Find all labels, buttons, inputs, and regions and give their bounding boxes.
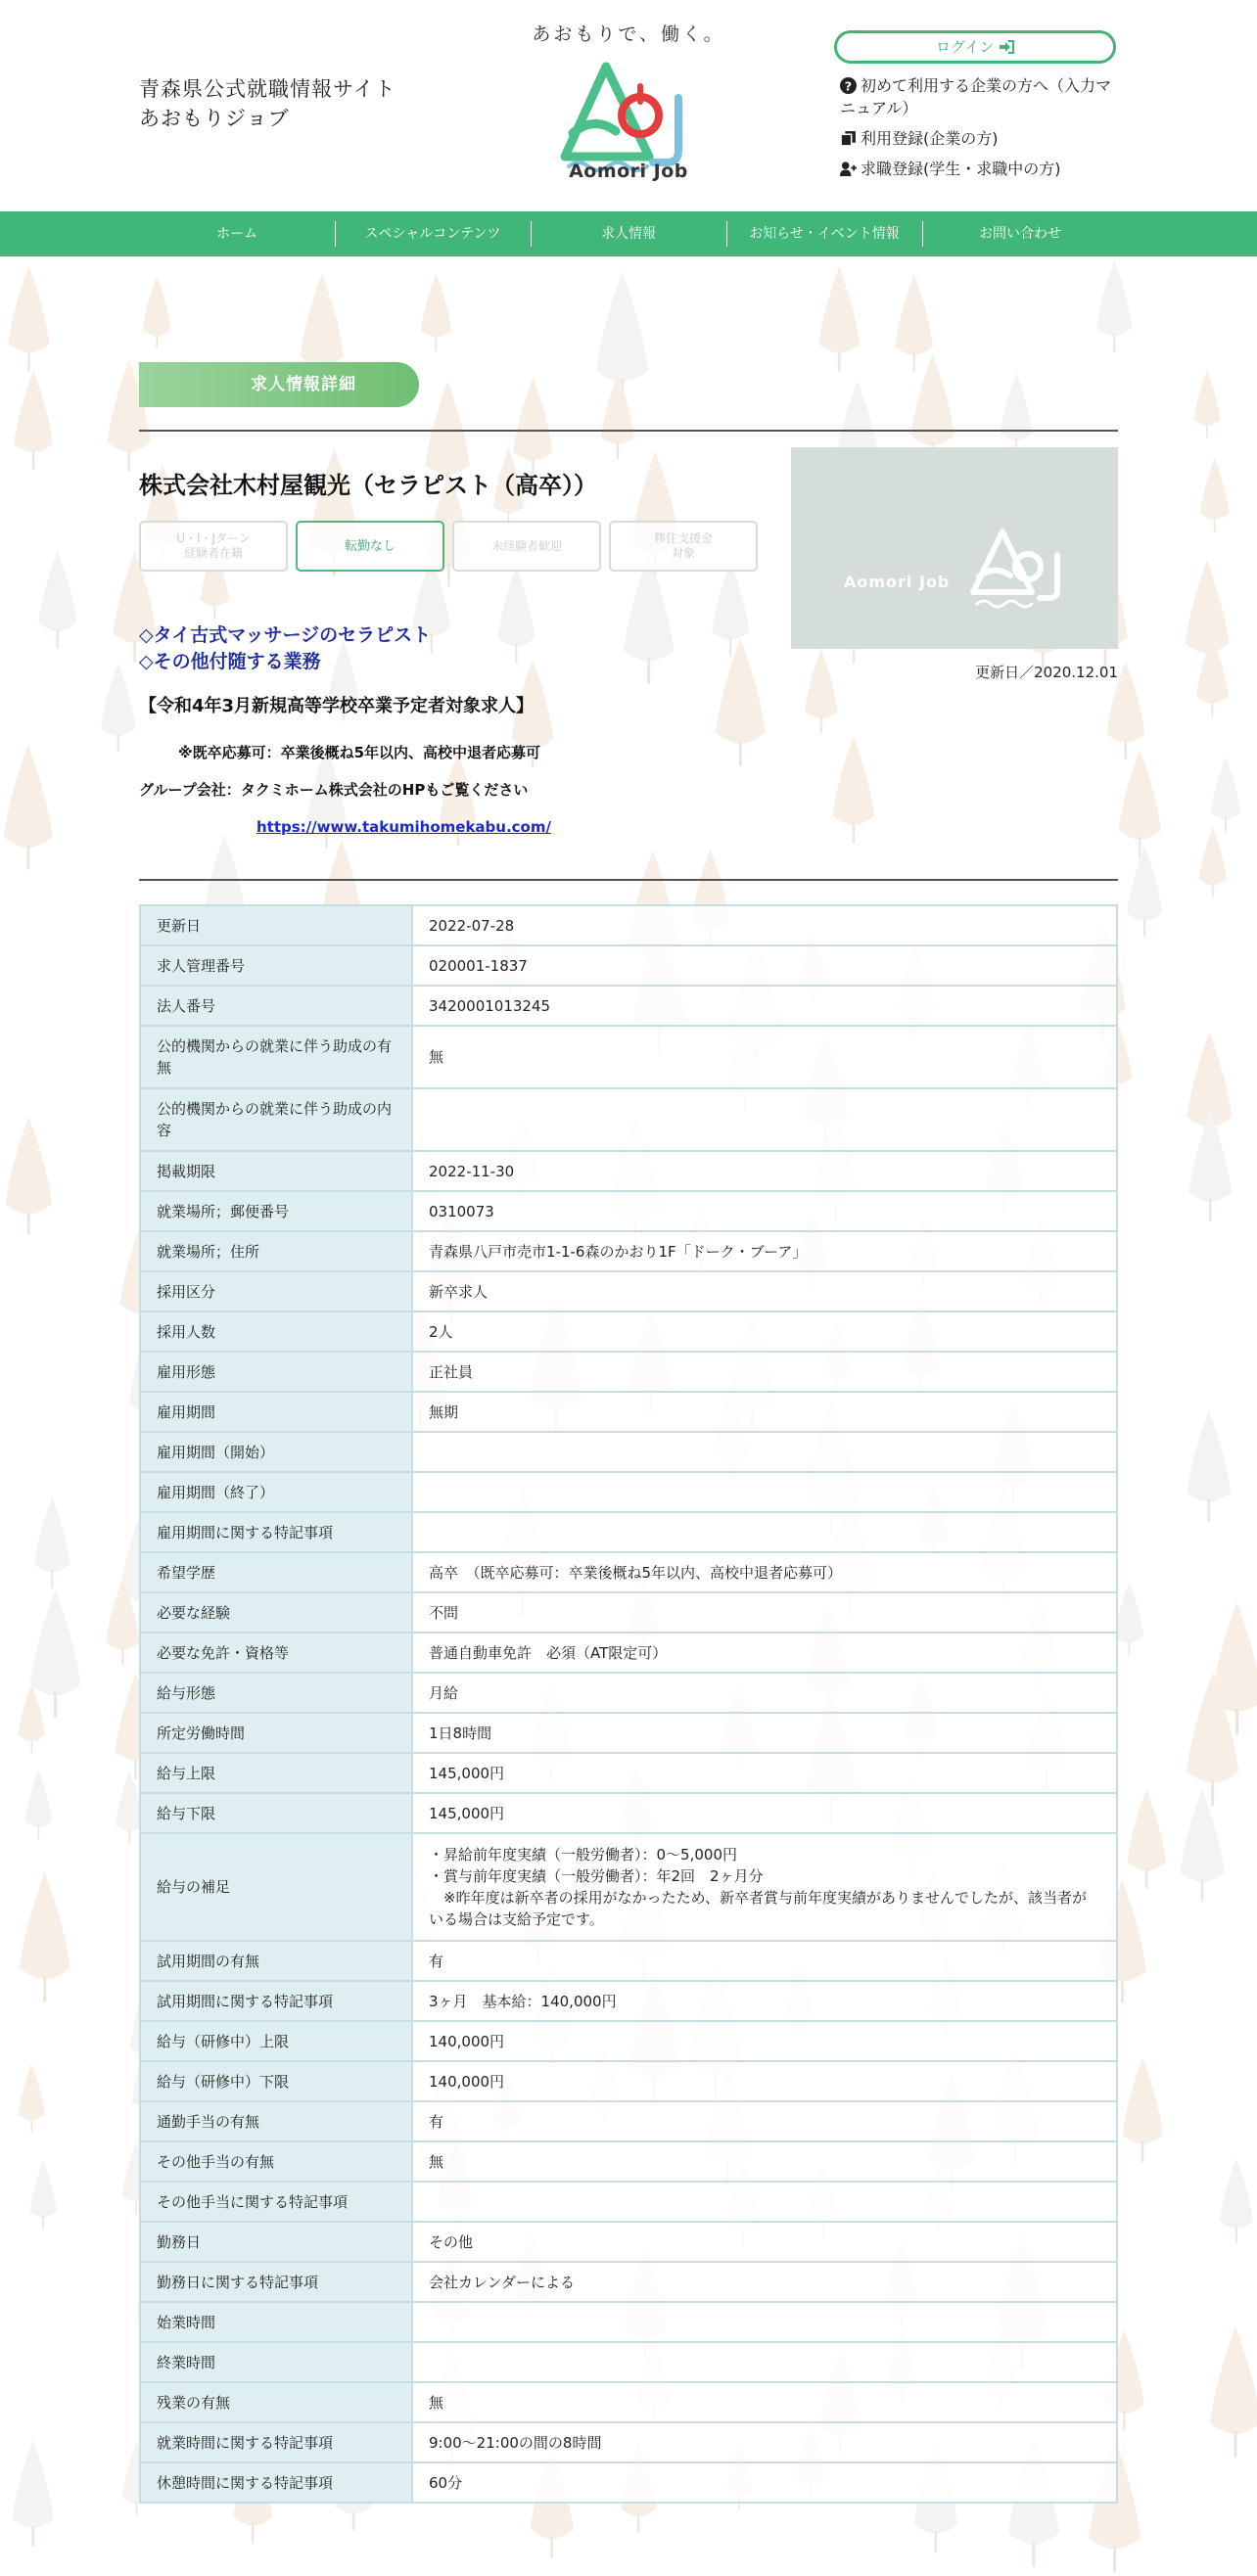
- detail-row: [140, 1713, 1117, 1753]
- detail-row: [140, 1026, 1117, 1088]
- tree-decoration: [830, 734, 877, 846]
- updated-date: 更新日／2020.12.01: [975, 664, 1118, 681]
- company-title: 株式会社木村屋観光（セラピスト（高卒））: [139, 472, 597, 499]
- recruit-heading: 【令和4年3月新規高等学校卒業予定者対象求人】: [139, 696, 535, 716]
- detail-label: 給与の補足: [140, 1833, 412, 1941]
- tree-decoration: [803, 647, 840, 735]
- detail-label: 給与形態: [140, 1673, 412, 1713]
- detail-row: [140, 2101, 1117, 2141]
- detail-label: 公的機関からの就業に伴う助成の有無: [140, 1026, 412, 1088]
- tree-decoration: [6, 263, 52, 373]
- detail-row: [140, 1753, 1117, 1793]
- tree-decoration: [1125, 1786, 1168, 1890]
- tag-relocation-support: 移住支援金 対象: [609, 521, 758, 572]
- detail-label: その他手当に関する特記事項: [140, 2182, 412, 2222]
- tree-decoration: [17, 1682, 47, 1755]
- detail-row: [140, 1151, 1117, 1191]
- tree-decoration: [1209, 755, 1242, 834]
- detail-row: [140, 1592, 1117, 1633]
- detail-label: 給与（研修中）上限: [140, 2021, 412, 2061]
- question-circle-icon: [840, 77, 857, 94]
- nav-special[interactable]: スペシャルコンテンツ: [364, 226, 501, 242]
- site-name-line1: 青森県公式就職情報サイト: [139, 77, 396, 101]
- detail-row: [140, 2462, 1117, 2503]
- nav-news[interactable]: お知らせ・イベント情報: [749, 226, 900, 242]
- job-detail-table: [139, 904, 1118, 2504]
- tree-decoration: [1187, 1109, 1234, 1223]
- detail-label: 勤務日: [140, 2222, 412, 2262]
- svg-text:?: ?: [844, 79, 853, 94]
- detail-value: 普通自動車免許 必須（AT限定可）: [412, 1633, 1117, 1673]
- detail-value: 2人: [412, 1311, 1117, 1352]
- photo-label: Aomori Job: [844, 573, 951, 591]
- detail-row: [140, 2182, 1117, 2222]
- detail-label: 給与下限: [140, 1793, 412, 1833]
- detail-label: 休憩時間に関する特記事項: [140, 2462, 412, 2503]
- detail-value: [412, 1088, 1117, 1151]
- detail-value: 9:00～21:00の間の8時間: [412, 2422, 1117, 2462]
- detail-label: 雇用期間（終了）: [140, 1472, 412, 1512]
- detail-label: 就業場所；郵便番号: [140, 1191, 412, 1231]
- detail-value: 月給: [412, 1673, 1117, 1713]
- detail-row: [140, 1392, 1117, 1432]
- divider: [139, 879, 1118, 881]
- tagline: あおもりで、働く。: [532, 23, 725, 45]
- detail-label: 更新日: [140, 905, 412, 945]
- jobseeker-register-label: 求職登録(学生・求職中の方): [861, 160, 1061, 178]
- detail-label: 給与上限: [140, 1753, 412, 1793]
- detail-value: 無: [412, 1026, 1117, 1088]
- tree-decoration: [419, 271, 453, 352]
- detail-row: [140, 1191, 1117, 1231]
- detail-row: [140, 1088, 1117, 1151]
- job-description: [139, 622, 431, 675]
- company-register-link[interactable]: [840, 127, 1124, 150]
- logo-text: Aomori Job: [569, 161, 688, 182]
- tree-decoration: [23, 1769, 54, 1841]
- detail-row: [140, 1311, 1117, 1352]
- detail-value: 140,000円: [412, 2061, 1117, 2101]
- site-name-line2: あおもりジョブ: [139, 107, 290, 130]
- tree-decoration: [1094, 258, 1135, 353]
- photo-logo-mark: [967, 526, 1069, 614]
- detail-label: 雇用期間に関する特記事項: [140, 1512, 412, 1552]
- detail-value: 青森県八戸市売市1-1-6森のかおり1F「ドーク・ブーア」: [412, 1231, 1117, 1271]
- detail-label: 希望学歴: [140, 1552, 412, 1592]
- detail-row: [140, 2382, 1117, 2422]
- detail-row: [140, 1271, 1117, 1311]
- tree-decoration: [999, 371, 1034, 456]
- login-label: ログイン: [935, 38, 995, 56]
- tree-decoration: [104, 1576, 142, 1667]
- detail-row: [140, 1231, 1117, 1271]
- detail-label: 採用人数: [140, 1311, 412, 1352]
- detail-value: 140,000円: [412, 2021, 1117, 2061]
- detail-value: 3ヶ月 基本給：140,000円: [412, 1981, 1117, 2021]
- nav-jobs[interactable]: 求人情報: [601, 226, 656, 242]
- tree-decoration: [12, 368, 55, 472]
- detail-value: その他: [412, 2222, 1117, 2262]
- detail-row: [140, 1833, 1117, 1941]
- nav-contact[interactable]: お問い合わせ: [979, 226, 1061, 242]
- job-description-line2: ◇その他付随する業務: [139, 651, 321, 672]
- detail-value: 無: [412, 2141, 1117, 2182]
- detail-label: 必要な免許・資格等: [140, 1633, 412, 1673]
- copy-icon: [840, 130, 857, 147]
- detail-label: 雇用期間（開始）: [140, 1432, 412, 1472]
- detail-row: [140, 2061, 1117, 2101]
- tree-decoration: [1178, 1786, 1227, 1905]
- tree-decoration: [17, 2062, 46, 2134]
- tree-decoration: [816, 264, 862, 374]
- detail-label: 就業場所；住所: [140, 1231, 412, 1271]
- detail-value: [412, 1432, 1117, 1472]
- job-photo-placeholder: [791, 447, 1118, 649]
- detail-value: 145,000円: [412, 1793, 1117, 1833]
- detail-label: その他手当の有無: [140, 2141, 412, 2182]
- detail-label: 必要な経験: [140, 1592, 412, 1633]
- detail-row: [140, 1352, 1117, 1392]
- tree-decoration: [1120, 2055, 1165, 2164]
- detail-label: 勤務日に関する特記事項: [140, 2262, 412, 2302]
- detail-row: [140, 1673, 1117, 1713]
- detail-row: [140, 2222, 1117, 2262]
- detail-label: 試用期間の有無: [140, 1941, 412, 1981]
- login-button[interactable]: [834, 30, 1116, 64]
- detail-row: [140, 1552, 1117, 1592]
- detail-label: 就業時間に関する特記事項: [140, 2422, 412, 2462]
- group-company-link[interactable]: https://www.takumihomekabu.com/: [256, 818, 551, 836]
- tag-inexperienced-welcome: 未経験者歓迎: [452, 521, 601, 572]
- detail-label: 所定労働時間: [140, 1713, 412, 1753]
- site-header: [0, 0, 1257, 211]
- tree-decoration: [495, 565, 537, 665]
- tree-decoration: [36, 548, 79, 651]
- detail-row: [140, 986, 1117, 1026]
- tree-decoration: [713, 635, 768, 768]
- detail-label: 雇用期間: [140, 1392, 412, 1432]
- job-description-line1: ◇タイ古式マッサージのセラピスト: [139, 624, 432, 646]
- detail-value: 145,000円: [412, 1753, 1117, 1793]
- detail-value: 会社カレンダーによる: [412, 2262, 1117, 2302]
- detail-row: [140, 1432, 1117, 1472]
- detail-value: 60分: [412, 2462, 1117, 2503]
- detail-row: [140, 2422, 1117, 2462]
- detail-value: 有: [412, 2101, 1117, 2141]
- detail-value: 無期: [412, 1392, 1117, 1432]
- detail-row: [140, 1941, 1117, 1981]
- tree-decoration: [1, 742, 56, 872]
- detail-value: 1日8時間: [412, 1713, 1117, 1753]
- tree-decoration: [1194, 633, 1231, 719]
- detail-value: 2022-07-28: [412, 905, 1117, 945]
- section-title: 求人情報詳細: [139, 362, 419, 407]
- tree-decoration: [32, 1495, 72, 1590]
- tree-decoration: [1198, 456, 1231, 534]
- detail-label: 採用区分: [140, 1271, 412, 1311]
- tree-decoration: [1192, 368, 1222, 439]
- detail-label: 給与（研修中）下限: [140, 2061, 412, 2101]
- detail-label: 掲載期限: [140, 1151, 412, 1191]
- manual-link[interactable]: [840, 74, 1124, 119]
- site-name[interactable]: [139, 74, 396, 133]
- detail-value: [412, 2342, 1117, 2382]
- detail-value: 正社員: [412, 1352, 1117, 1392]
- detail-row: [140, 1793, 1117, 1833]
- tree-decoration: [1125, 844, 1164, 939]
- detail-row: [140, 2021, 1117, 2061]
- nav-home[interactable]: ホーム: [216, 226, 257, 242]
- tree-decoration: [141, 274, 172, 350]
- tree-decoration: [1197, 825, 1229, 899]
- sign-in-icon: [999, 40, 1014, 54]
- detail-value: 2022-11-30: [412, 1151, 1117, 1191]
- detail-row: [140, 945, 1117, 986]
- tree-decoration: [28, 2159, 58, 2231]
- tree-decoration: [17, 1869, 72, 2004]
- tree-decoration: [621, 552, 676, 686]
- detail-row: [140, 1981, 1117, 2021]
- detail-value: [412, 1512, 1117, 1552]
- jobseeker-register-link[interactable]: [840, 158, 1124, 180]
- detail-value: 020001-1837: [412, 945, 1117, 986]
- tree-decoration: [1207, 2323, 1257, 2460]
- detail-label: 求人管理番号: [140, 945, 412, 986]
- detail-value: 0310073: [412, 1191, 1117, 1231]
- detail-row: [140, 1633, 1117, 1673]
- detail-label: 始業時間: [140, 2302, 412, 2342]
- recruit-note: ※既卒応募可：卒業後概ね5年以内、高校中退者応募可: [178, 744, 541, 761]
- detail-value: [412, 2302, 1117, 2342]
- detail-row: [140, 2141, 1117, 2182]
- detail-value: 高卒 （既卒応募可：卒業後概ね5年以内、高校中退者応募可）: [412, 1552, 1117, 1592]
- detail-label: 試用期間に関する特記事項: [140, 1981, 412, 2021]
- company-register-label: 利用登録(企業の方): [861, 129, 999, 148]
- detail-row: [140, 1472, 1117, 1512]
- detail-row: [140, 2342, 1117, 2382]
- detail-value: 無: [412, 2382, 1117, 2422]
- detail-row: [140, 1512, 1117, 1552]
- detail-label: 法人番号: [140, 986, 412, 1026]
- detail-row: [140, 905, 1117, 945]
- user-plus-icon: [840, 161, 857, 177]
- detail-row: [140, 2302, 1117, 2342]
- detail-value: [412, 1472, 1117, 1512]
- tree-decoration: [1185, 1407, 1234, 1524]
- tree-decoration: [1218, 2156, 1255, 2245]
- tag-no-transfer: 転勤なし: [296, 521, 444, 572]
- detail-label: 雇用形態: [140, 1352, 412, 1392]
- detail-row: [140, 2262, 1117, 2302]
- tag-uij-turn: U・I・Jターン 経験者在籍: [139, 521, 288, 572]
- detail-value: ・昇給前年度実績（一般労働者）：0～5,000円 ・賞与前年度実績（一般労働者）：年2回 2ヶ月分 ※昨年度は新卒者の採用がなかったため、新卒者賞与前年度実績がありませんでしたが、該当者がいる場合は支給予定です。: [412, 1833, 1117, 1941]
- global-nav: [0, 211, 1257, 256]
- detail-value: 不問: [412, 1592, 1117, 1633]
- group-company-note: グループ会社：タクミホーム株式会社のHPもご覧ください: [139, 781, 529, 799]
- detail-value: 有: [412, 1941, 1117, 1981]
- detail-value: [412, 2182, 1117, 2222]
- detail-value: 3420001013245: [412, 986, 1117, 1026]
- tree-decoration: [99, 661, 137, 754]
- detail-label: 公的機関からの就業に伴う助成の内容: [140, 1088, 412, 1151]
- detail-label: 通勤手当の有無: [140, 2101, 412, 2141]
- detail-label: 残業の有無: [140, 2382, 412, 2422]
- tree-decoration: [3, 1114, 55, 1238]
- tree-decoration: [10, 2438, 56, 2550]
- detail-value: 新卒求人: [412, 1271, 1117, 1311]
- manual-link-label: 初めて利用する企業の方へ（入力マニュアル）: [840, 76, 1112, 117]
- detail-label: 終業時間: [140, 2342, 412, 2382]
- divider: [139, 430, 1118, 432]
